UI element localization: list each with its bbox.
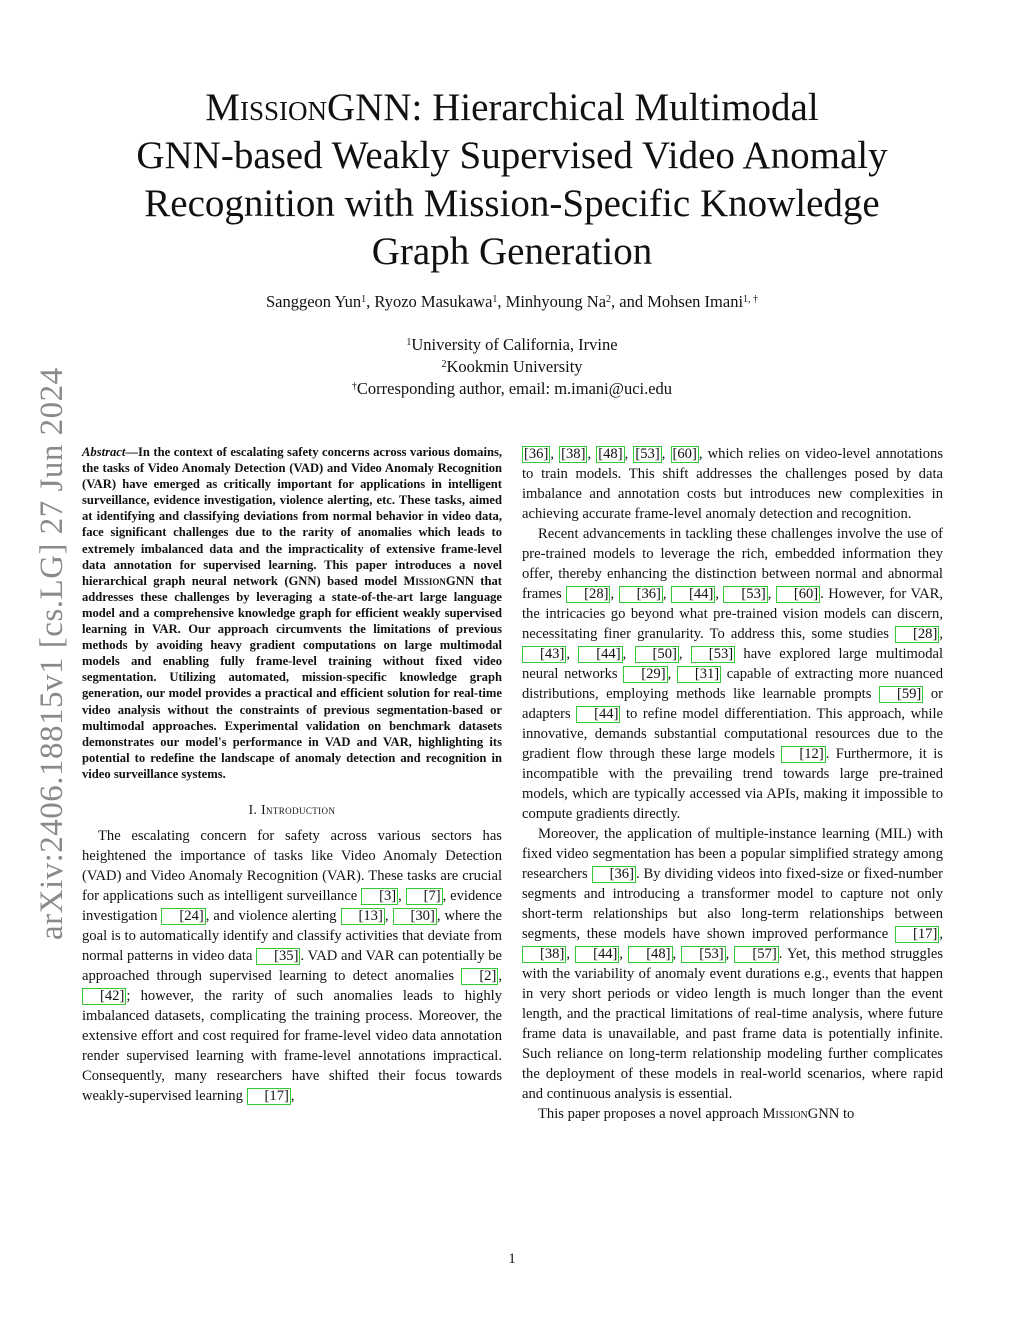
citation-link[interactable]: [44]	[671, 586, 715, 603]
citation-link[interactable]: [48]	[598, 446, 623, 462]
citation-link[interactable]: [17]	[895, 926, 939, 943]
body-text: . By dividing videos into fixed-size or fixed-number segments and introducing a transformer model to capture not only short-term relationships but also long-term relationships between segments, these models have shown improved performance	[522, 866, 943, 942]
citation-link[interactable]: [60]	[776, 586, 820, 603]
citation-link[interactable]: [7]	[406, 888, 443, 905]
section-heading-introduction: I. Introduction	[248, 801, 336, 817]
author-name: Sanggeon Yun	[265, 292, 362, 311]
citation-link[interactable]: [42]	[82, 988, 126, 1005]
abstract-model-name: MissionGNN	[403, 573, 474, 588]
affil-text: Corresponding author, email: m.imani@uci.edu	[356, 379, 673, 398]
citation-link[interactable]: [60]	[672, 446, 697, 462]
body-text: or adapters	[522, 686, 943, 722]
affil-mark: 1	[406, 337, 412, 348]
citation-separator: ,	[566, 646, 579, 662]
citation-separator: ,	[624, 446, 634, 462]
citation-link[interactable]: [53]	[723, 586, 767, 603]
paper-title	[100, 84, 924, 276]
citation-separator: ,	[587, 446, 597, 462]
citation-separator: ,	[662, 586, 671, 602]
abstract-label: Abstract	[82, 445, 126, 459]
author-list	[100, 292, 924, 312]
citation-separator: ,	[767, 586, 776, 602]
affiliation-item	[100, 334, 924, 356]
author-affil-mark: 1	[361, 294, 367, 305]
affiliation-list	[100, 334, 924, 400]
citation-separator: ,	[398, 887, 406, 904]
citation-link[interactable]: [44]	[578, 646, 622, 663]
citation-link[interactable]: [28]	[566, 586, 610, 603]
citation-link[interactable]: [44]	[575, 946, 619, 963]
citation-link[interactable]: [59]	[879, 686, 923, 703]
right-paragraph-3	[522, 824, 943, 1104]
body-text: have explored large multimodal neural networks	[522, 646, 944, 682]
author-affil-mark: 1, †	[743, 294, 759, 305]
title-line-3: Recognition with Mission-Specific Knowledge	[144, 182, 880, 225]
citation-separator: ,	[715, 586, 724, 602]
affil-text: University of California, Irvine	[411, 335, 618, 354]
citation-separator: ,	[550, 446, 560, 462]
affiliation-item	[100, 356, 924, 378]
left-column	[82, 444, 502, 1106]
body-text: to refine model differentiation. This approach, while innovative, demands substantial computational resources due to the gradient flow through these large models	[522, 706, 943, 762]
author-affil-mark: 2	[606, 294, 612, 305]
body-text: , where the goal is to automatically identify and classify activities that deviate from normal patterns in video data	[82, 907, 502, 964]
affil-text: Kookmin University	[446, 357, 583, 376]
author-name: Mohsen Imani	[647, 292, 744, 311]
abstract-text: In the context of escalating safety concerns across various domains, the tasks of Video Anomaly Detection (VAD) and Video Anomaly Recognition (VAR) have emerged as critically important for applications in intelligent surveillance, evidence investigation, violence alerting, etc. These tasks, aimed at identifying and classifying deviations from normal behavior in video data, face significant challenges due to the rarity of anomalies which leads to extremely imbalanced data and the impracticality of extensive frame-level data annotation for supervised learning. This paper introduces a novel hierarchical graph neural network (GNN) based model	[82, 445, 502, 588]
author-separator: ,	[497, 292, 506, 311]
citation-link[interactable]: [28]	[895, 626, 939, 643]
citation-link[interactable]: [53]	[635, 446, 660, 462]
page-number: 1	[508, 1251, 516, 1267]
citation-link[interactable]: [12]	[781, 746, 825, 763]
abstract	[82, 444, 502, 782]
citation-separator: ,	[498, 967, 502, 984]
citation-link[interactable]: [36]	[524, 446, 549, 462]
citation-separator: ,	[939, 626, 943, 642]
body-text: Moreover, the application of multiple-instance learning (MIL) with fixed video segmentation has been a popular simplified strategy among researchers	[522, 826, 943, 882]
body-text: ,	[290, 1087, 295, 1104]
citation-link[interactable]: [53]	[681, 946, 725, 963]
citation-link[interactable]: [44]	[576, 706, 620, 723]
citation-link[interactable]: [30]	[393, 908, 437, 925]
citation-separator: ,	[661, 446, 671, 462]
title-line-2: GNN-based Weakly Supervised Video Anomaly	[136, 134, 888, 177]
body-text: The escalating concern for safety across various sectors has heightened the importance of tasks like Video Anomaly Detection (VAD) and Video Anomaly Recognition (VAR). These tasks are crucial for applications such as intelligent surveillance	[82, 827, 502, 904]
citation-separator: ,	[939, 926, 943, 942]
citation-separator: ,	[725, 946, 735, 962]
citation-link[interactable]: [3]	[361, 888, 398, 905]
affiliation-item	[100, 378, 924, 400]
intro-paragraph	[82, 826, 502, 1106]
affil-mark: †	[351, 381, 357, 392]
author-affil-mark: 1	[492, 294, 498, 305]
arxiv-sidebar-stamp: arXiv:2406.18815v1 [cs.LG] 27 Jun 2024	[34, 367, 70, 940]
citation-link[interactable]: [36]	[592, 866, 636, 883]
citation-separator: ,	[566, 946, 576, 962]
abstract-text: that addresses these challenges by leveraging a state-of-the-art large language model and a comprehensive knowledge graph for efficient weakly supervised learning in VAR. Our approach circumvents the limitations of previous methods by avoiding heavy gradient computations on large multimodal models and enabling fully frame-level training without fixed video segmentation. Utilizing automated, mission-specific knowledge graph generation, our model provides a practical and efficient solution for real-time video analysis without the constraints of previous segmentation-based or multimodal approaches. Experimental validation on benchmark datasets demonstrates our model's performance in VAD and VAR, highlighting its potential to redefine the landscape of anomaly detection and recognition in video surveillance systems.	[82, 573, 502, 781]
citation-separator: ,	[672, 946, 682, 962]
affil-mark: 2	[441, 359, 447, 370]
citation-separator: ,	[678, 646, 691, 662]
author-name: Minhyoung Na	[505, 292, 607, 311]
body-model-name: MissionGNN	[762, 1106, 840, 1122]
citation-link[interactable]: [48]	[628, 946, 672, 963]
right-paragraph-4	[522, 1104, 943, 1124]
body-text: Recent advancements in tackling these challenges involve the use of pre-trained models to leverage the rich, embedded information they offer, thereby enhancing the distinction between normal and abnormal frames	[522, 526, 943, 602]
citation-link[interactable]: [31]	[677, 666, 721, 683]
author-separator: , and	[611, 292, 648, 311]
body-text: capable of extracting more nuanced distributions, employing methods like learnable prompts	[522, 666, 943, 702]
author-name: Ryozo Masukawa	[374, 292, 493, 311]
citation-link[interactable]: [43]	[522, 646, 566, 663]
citation-link[interactable]: [17]	[247, 1088, 291, 1105]
body-text: This paper proposes a novel approach	[538, 1106, 763, 1122]
body-text: , which relies on video-level annotations to train models. This shift addresses the challenges posed by data imbalance and annotation costs but introduces new complexities in achieving accurate frame-level anomaly detection and recognition.	[522, 446, 943, 522]
title-model-name: MissionGNN	[205, 86, 412, 129]
citation-separator: ,	[667, 666, 677, 682]
right-column	[522, 444, 943, 1124]
body-text: . Yet, this method struggles with the variability of anomaly event durations e.g., events that happen in very short periods or video length is much longer than the event length, and the practical limitations of real-time analysis, where future frame data is unavailable, and past frame data is potentially infinite. Such reliance on long-term relationship modeling further complicates the deployment of these models in real-world scenarios, where rapid and continuous analysis is essential.	[522, 946, 944, 1102]
citation-link[interactable]: [38]	[561, 446, 586, 462]
citation-link[interactable]: [29]	[623, 666, 667, 683]
body-text: . However, for VAR, the intricacies go beyond what pre-trained vision models can discern, necessitating finer granularity. To address this, some studies	[522, 586, 944, 642]
citation-link[interactable]: [38]	[522, 946, 566, 963]
author-separator: ,	[366, 292, 375, 311]
title-line-4: Graph Generation	[371, 230, 653, 273]
body-text: , evidence investigation	[82, 887, 503, 924]
citation-link[interactable]: [24]	[161, 908, 205, 925]
citation-separator: ,	[622, 646, 635, 662]
citation-link[interactable]: [57]	[734, 946, 778, 963]
title-line-1	[100, 84, 924, 132]
body-text: . Furthermore, it is incompatible with the prevailing trend towards large pre-trained models, which are typically accessed via APIs, making it impossible to compute gradients directly.	[522, 746, 943, 822]
right-paragraph-2	[522, 524, 943, 824]
citation-link[interactable]: [53]	[691, 646, 735, 663]
citation-link[interactable]: [36]	[619, 586, 663, 603]
citation-link[interactable]: [35]	[256, 948, 300, 965]
body-text: to	[839, 1106, 855, 1122]
body-text: . VAD and VAR can potentially be approached through supervised learning to detect anomalies	[82, 947, 502, 984]
title-line-1-rest: : Hierarchical Multimodal	[411, 86, 819, 129]
citation-separator: ,	[619, 946, 629, 962]
right-paragraph-1	[522, 444, 943, 524]
citation-separator: ,	[384, 907, 393, 924]
citation-link[interactable]: [2]	[461, 968, 498, 985]
body-text: ; however, the rarity of such anomalies leads to highly imbalanced datasets, complicating the training process. Moreover, the extensive effort and cost required for frame-level video data annotation render supervised learning with frame-level annotations impractical. Consequently, many researchers have shifted their focus towards weakly-supervised learning	[82, 987, 502, 1104]
abstract-dash: —	[125, 445, 138, 459]
citation-link[interactable]: [13]	[341, 908, 385, 925]
citation-separator: ,	[610, 586, 619, 602]
body-text: , and violence alerting	[205, 907, 341, 924]
citation-link[interactable]: [50]	[635, 646, 679, 663]
